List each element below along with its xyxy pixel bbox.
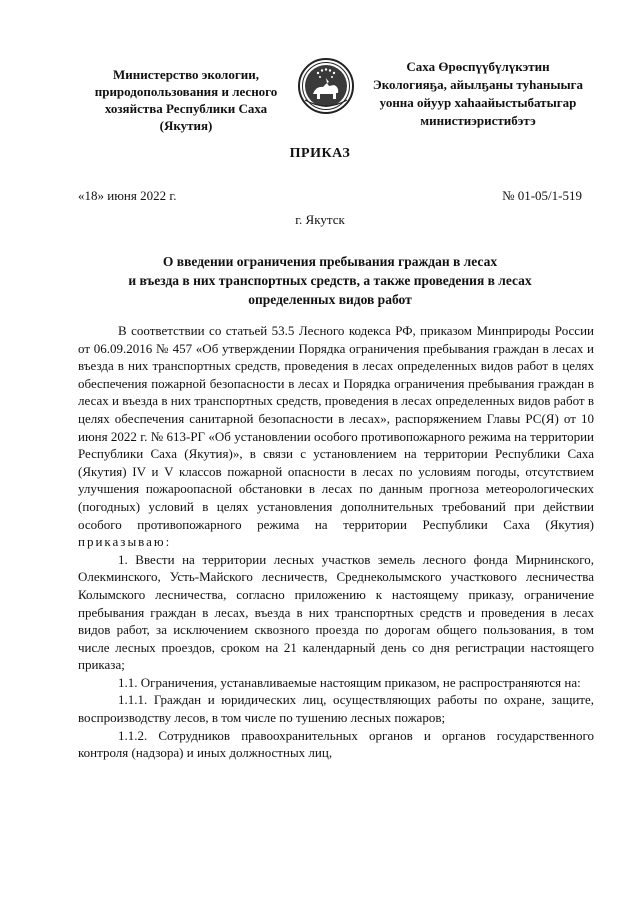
ministry-name-line: хозяйства Республики Саха <box>104 101 268 116</box>
ministry-name-line: Экологияҕа, айылҕаны туһаныыга <box>372 77 584 92</box>
document-date: «18» июня 2022 г. <box>78 188 177 203</box>
document-city: г. Якутск <box>295 212 345 227</box>
ministry-name-yakut <box>364 58 592 130</box>
item-1: 1. Ввести на территории лесных участков земель лесного фонда Мирнинского, Олекминского, Усть-Майского лесничеств, Среднеколымского участкового лесничества Колымского лесничества, согласно приложению к настоящему приказу, ограничение пребывания граждан в лесах, въезда в них транспортных средств и проведения в лесах видов работ, за исключением сквозного проезда по дорогам общего пользования, в том числе лесных проездов, сроком на 21 календарный день со дня регистрации настоящего приказа; <box>78 551 594 673</box>
ministry-name-russian <box>92 66 280 134</box>
coat-of-arms-icon <box>296 56 356 116</box>
ministry-name-line: министиэристибэтэ <box>420 113 536 128</box>
ministry-name-line: природопользования и лесного <box>94 84 278 99</box>
item-1-1-1: 1.1.1. Граждан и юридических лиц, осуществляющих работы по охране, защите, воспроизводству лесов, в том числе по тушению лесных пожаров; <box>78 692 594 726</box>
ministry-name-line: (Якутия) <box>159 118 213 133</box>
document-subject <box>100 252 560 309</box>
subject-line: О введении ограничения пребывания граждан в лесах <box>162 254 498 269</box>
document-title: ПРИКАЗ <box>289 146 351 161</box>
subject-line: и въезда в них транспортных средств, а также проведения в лесах <box>128 273 532 288</box>
document-number: № 01-05/1-519 <box>502 188 582 203</box>
preamble-text: В соответствии со статьей 53.5 Лесного кодекса РФ, приказом Минприроды России от 06.09.2016 № 457 «Об утверждении Порядка ограничения пребывания граждан в лесах и въезда в них транспортных средств, проведения в лесах определенных видов работ в целях обеспечения пожарной безопасности в лесах и Порядка ограничения пребывания граждан в лесах и въезда в них транспортных средств, проведения в лесах определенных видов работ в целях обеспечения санитарной безопасности в лесах», распоряжением Главы РС(Я) от 10 июня 2022 г. № 613-РГ «Об установлении особого противопожарного режима на территории Республики Саха (Якутия)», в связи с установлением на территории Республики Саха (Якутия) IV и V классов пожарной опасности в лесах по условиям погоды, отсутствием улучшения пожароопасной обстановки в лесах по данным прогноза метеорологических (погодных) условий в целях установления дополнительных требований при действии особого противопожарного режима на территории Республики Саха (Якутия) <box>78 323 594 532</box>
ministry-name-line: уонна ойуур хаһаайыстыбатыгар <box>379 95 577 110</box>
document-body <box>78 322 594 762</box>
order-word: приказываю: <box>78 534 172 550</box>
preamble-paragraph <box>78 322 594 551</box>
ministry-name-line: Министерство экологии, <box>113 67 259 82</box>
ministry-name-line: Саха Өрөспүүбүлүкэтин <box>406 59 550 74</box>
item-1-1-2: 1.1.2. Сотрудников правоохранительных органов и органов государственного контроля (надзора) и иных должностных лиц, <box>78 727 594 761</box>
subject-line: определенных видов работ <box>248 292 412 307</box>
item-1-1: 1.1. Ограничения, устанавливаемые настоящим приказом, не распространяются на: <box>118 674 581 690</box>
